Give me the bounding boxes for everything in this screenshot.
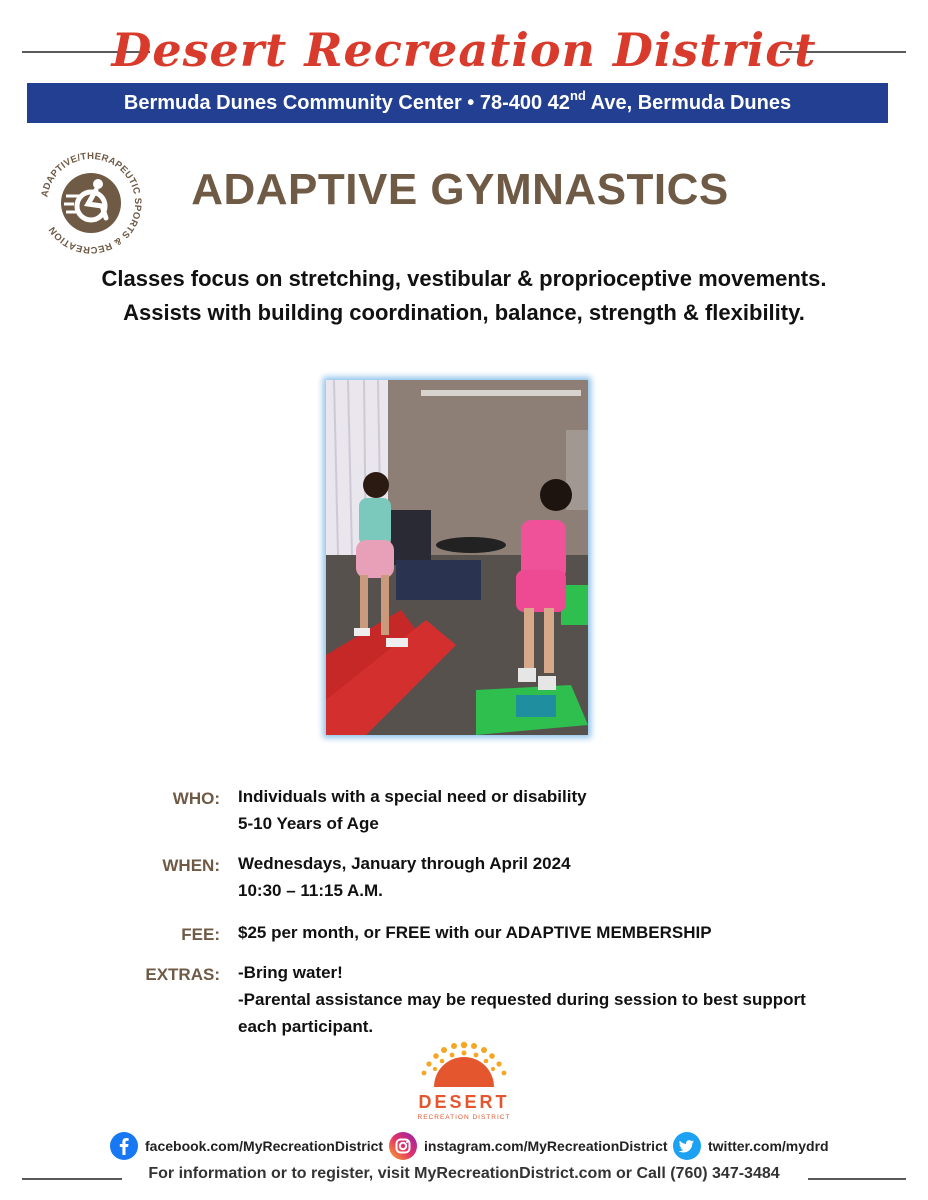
brand-title: Desert Recreation District [111,23,817,77]
who-line-2: 5-10 Years of Age [238,814,379,833]
instagram-icon [389,1132,417,1160]
who-label: WHO: [172,789,220,808]
extras-line-3: each participant. [238,1017,374,1036]
facebook-link[interactable]: facebook.com/MyRecreationDistrict [145,1138,384,1154]
gymnastics-photo [326,380,588,735]
footer-contact [0,1165,928,1183]
wheelchair-athlete-icon [61,173,121,233]
program-title: ADAPTIVE GYMNASTICS [191,165,729,214]
twitter-icon [673,1132,701,1160]
when-line-2: 10:30 – 11:15 A.M. [238,881,383,900]
banner-text-suffix: Ave, Bermuda Dunes [585,92,792,114]
logo-ring-text: ADAPTIVE/THERAPEUTIC SPORTS & RECREATION [39,150,144,256]
adaptive-sports-logo [36,148,146,258]
facebook-icon [110,1132,138,1160]
location-banner [27,83,888,123]
fee-label: FEE: [181,925,220,944]
when-line-1: Wednesdays, January through April 2024 [238,854,571,873]
twitter-link[interactable]: twitter.com/mydrd [708,1138,829,1154]
instagram-link[interactable]: instagram.com/MyRecreationDistrict [424,1138,668,1154]
extras-line-1: -Bring water! [238,963,343,982]
banner-superscript: nd [569,88,586,103]
desert-district-logo [398,1035,530,1123]
fee-line: $25 per month, or FREE with our ADAPTIVE MEMBERSHIP [238,923,712,942]
when-label: WHEN: [162,856,220,875]
desert-logo-word: DESERT [418,1092,510,1112]
desert-logo-sub: RECREATION DISTRICT [417,1114,511,1121]
extras-line-2: -Parental assistance may be requested during session to best support [238,990,806,1009]
sun-icon [422,1042,507,1087]
extras-label: EXTRAS: [145,965,220,984]
program-description: Classes focus on stretching, vestibular & proprioceptive movements. Assists with building coordination, balance, strength & flexibility. [101,266,827,325]
footer-contact-text: For information or to register, visit MyRecreationDistrict.com or Call (760) 347-3484 [136,1165,791,1182]
who-line-1: Individuals with a special need or disability [238,787,587,806]
banner-text-prefix: Bermuda Dunes Community Center • 78-400 42 [123,92,570,114]
